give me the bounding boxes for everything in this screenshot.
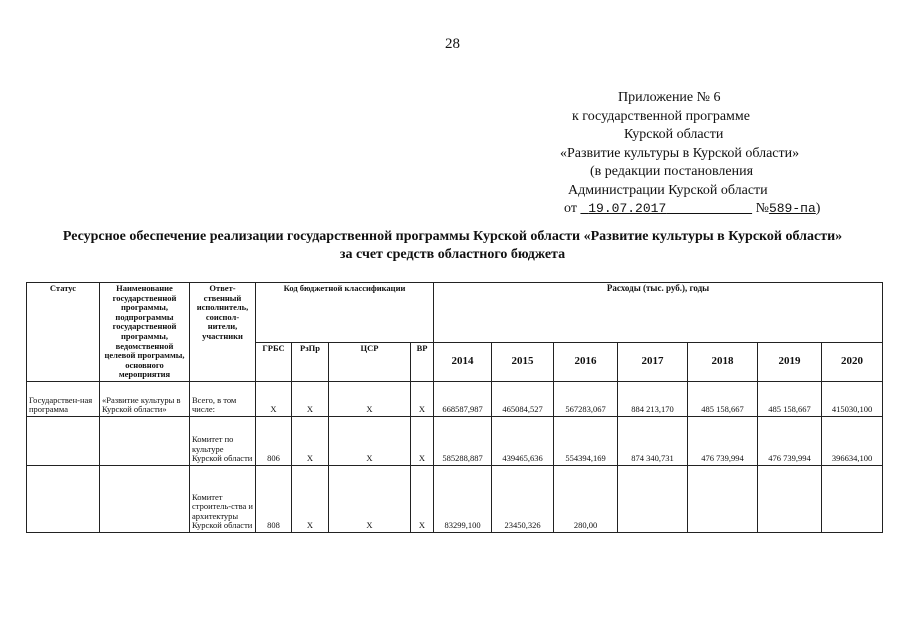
- header-year: 2016: [554, 342, 618, 381]
- date-prefix: от: [564, 201, 577, 216]
- appendix-line-1: Приложение № 6: [618, 90, 721, 105]
- appendix-block: [560, 89, 840, 219]
- page-number: 28: [445, 36, 460, 52]
- header-csr: ЦСР: [329, 342, 411, 381]
- header-grbs: ГРБС: [256, 342, 292, 381]
- cell-value: 476 739,994: [688, 416, 758, 465]
- cell-value: 485 158,667: [688, 381, 758, 416]
- cell-rzpr: Х: [292, 416, 329, 465]
- table-row: [27, 465, 883, 532]
- cell-vr: Х: [411, 416, 434, 465]
- cell-value: 280,00: [554, 465, 618, 532]
- cell-value: 23450,326: [492, 465, 554, 532]
- budget-table: [26, 282, 883, 533]
- cell-executor: Комитет строитель-ства и архитектуры Курской области: [190, 465, 256, 532]
- number-prefix: №: [755, 201, 769, 216]
- cell-value: 874 340,731: [618, 416, 688, 465]
- resolution-date: [580, 201, 752, 216]
- header-budget-codes: Код бюджетной классификации: [256, 283, 434, 343]
- header-executor: Ответ-ственный исполнитель, соиспол-нители, участники: [190, 283, 256, 382]
- appendix-close-paren: ): [815, 201, 821, 216]
- cell-name: «Развитие культуры в Курской области»: [100, 381, 190, 416]
- header-year: 2015: [492, 342, 554, 381]
- cell-status: Государствен-ная программа: [27, 381, 100, 416]
- table-row: [27, 416, 883, 465]
- cell-executor: Всего, в том числе:: [190, 381, 256, 416]
- document-title: Ресурсное обеспечение реализации государственной программы Курской области «Развитие культуры в Курской области» за счет средств областного бюджета: [62, 229, 843, 262]
- cell-csr: Х: [329, 465, 411, 532]
- cell-value: 567283,067: [554, 381, 618, 416]
- cell-value: [822, 465, 883, 532]
- appendix-line-6: Администрации Курской области: [568, 182, 768, 198]
- cell-status: [27, 416, 100, 465]
- cell-grbs: Х: [256, 381, 292, 416]
- cell-value: [618, 465, 688, 532]
- appendix-line-2: к государственной программе: [572, 108, 750, 124]
- cell-value: 668587,987: [434, 381, 492, 416]
- cell-value: 585288,887: [434, 416, 492, 465]
- cell-grbs: 806: [256, 416, 292, 465]
- header-year: 2017: [618, 342, 688, 381]
- cell-name: [100, 465, 190, 532]
- cell-rzpr: Х: [292, 381, 329, 416]
- appendix-date-line: [560, 200, 840, 219]
- appendix-line-3: Курской области: [624, 127, 724, 142]
- cell-value: 83299,100: [434, 465, 492, 532]
- header-year: 2014: [434, 342, 492, 381]
- cell-csr: Х: [329, 381, 411, 416]
- cell-csr: Х: [329, 416, 411, 465]
- header-year: 2019: [758, 342, 822, 381]
- cell-status: [27, 465, 100, 532]
- appendix-line-5: (в редакции постановления: [590, 164, 754, 179]
- cell-value: 465084,527: [492, 381, 554, 416]
- cell-value: 554394,169: [554, 416, 618, 465]
- header-year: 2020: [822, 342, 883, 381]
- header-rzpr: РзПр: [292, 342, 329, 381]
- cell-value: 396634,100: [822, 416, 883, 465]
- cell-value: 884 213,170: [618, 381, 688, 416]
- cell-grbs: 808: [256, 465, 292, 532]
- cell-rzpr: Х: [292, 465, 329, 532]
- resolution-date-value: 19.07.2017: [588, 201, 667, 216]
- cell-value: [758, 465, 822, 532]
- cell-value: 476 739,994: [758, 416, 822, 465]
- cell-value: 485 158,667: [758, 381, 822, 416]
- cell-name: [100, 416, 190, 465]
- header-year: 2018: [688, 342, 758, 381]
- cell-value: [688, 465, 758, 532]
- cell-value: 439465,636: [492, 416, 554, 465]
- cell-value: 415030,100: [822, 381, 883, 416]
- header-row-top: [27, 283, 883, 343]
- cell-executor: Комитет по культуре Курской области: [190, 416, 256, 465]
- cell-vr: Х: [411, 381, 434, 416]
- resolution-number: 589-па: [768, 201, 816, 216]
- table-row: [27, 381, 883, 416]
- header-name: Наименование государственной программы, подпрограммы государственной программы, ведомственной целевой программы, основного мероприятия: [100, 283, 190, 382]
- header-vr: ВР: [411, 342, 434, 381]
- header-expenses: Расходы (тыс. руб.), годы: [434, 283, 883, 343]
- appendix-line-4: «Развитие культуры в Курской области»: [560, 145, 800, 161]
- header-status: Статус: [27, 283, 100, 382]
- cell-vr: Х: [411, 465, 434, 532]
